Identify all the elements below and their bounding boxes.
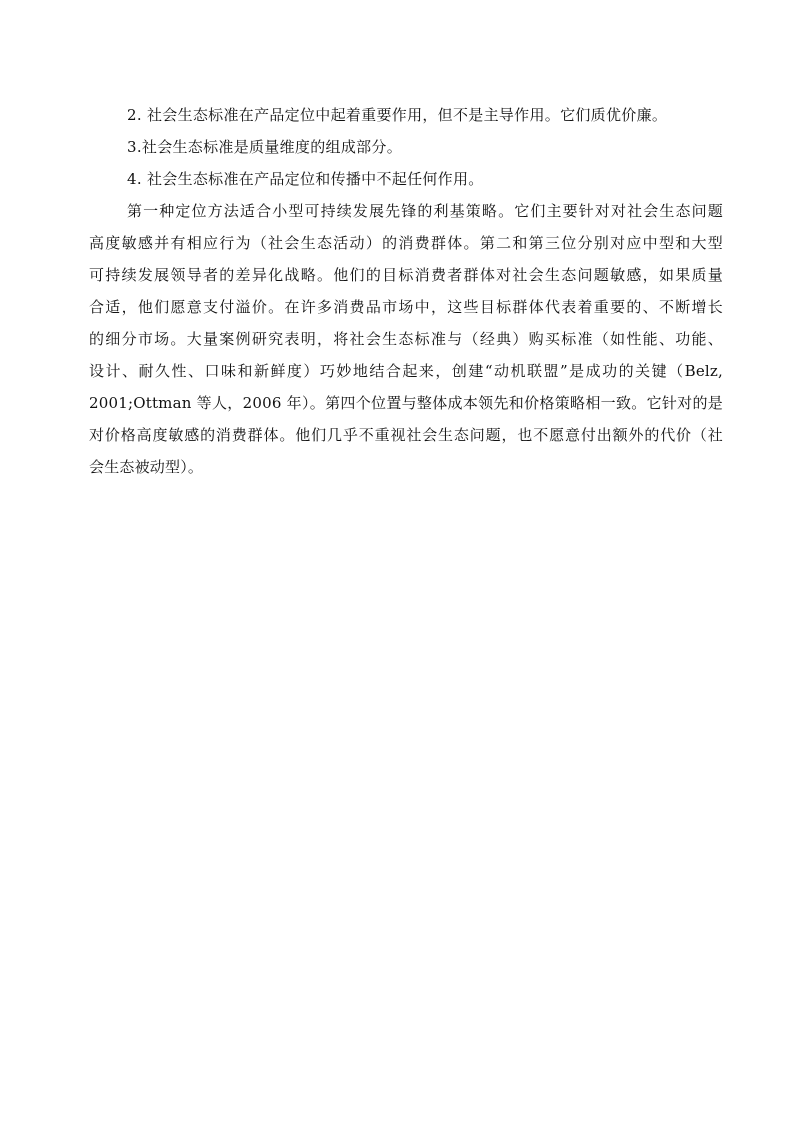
paragraph-line: 第一种定位方法适合小型可持续发展先锋的利基策略。它们主要针对对社会生态问题 xyxy=(127,202,723,220)
paragraph-line: 高度敏感并有相应行为（社会生态活动）的消费群体。第二和第三位分别对应中型和大型 xyxy=(89,234,723,252)
document-body xyxy=(89,99,723,483)
paragraph-line: 可持续发展领导者的差异化战略。他们的目标消费者群体对社会生态问题敏感，如果质量 xyxy=(89,266,723,284)
list-item-4: 4. 社会生态标准在产品定位和传播中不起任何作用。 xyxy=(127,170,484,188)
paragraph-line: 会生态被动型）。 xyxy=(89,458,204,476)
paragraph-line: 对价格高度敏感的消费群体。他们几乎不重视社会生态问题，也不愿意付出额外的代价（社 xyxy=(89,426,723,444)
body-paragraph xyxy=(89,195,723,483)
paragraph-line: 的细分市场。大量案例研究表明，将社会生态标准与（经典）购买标准（如性能、功能、 xyxy=(89,330,723,348)
paragraph-line: 合适，他们愿意支付溢价。在许多消费品市场中，这些目标群体代表着重要的、不断增长 xyxy=(89,298,723,316)
list-item-3: 3.社会生态标准是质量维度的组成部分。 xyxy=(127,138,403,156)
paragraph-line: 设计、耐久性、口味和新鲜度）巧妙地结合起来，创建“动机联盟”是成功的关键（Belz, xyxy=(89,362,723,380)
list-item-2: 2. 社会生态标准在产品定位中起着重要作用，但不是主导作用。它们质优价廉。 xyxy=(127,106,668,124)
paragraph-line: 2001;Ottman 等人，2006 年）。第四个位置与整体成本领先和价格策略相一致。它针对的是 xyxy=(89,394,723,412)
